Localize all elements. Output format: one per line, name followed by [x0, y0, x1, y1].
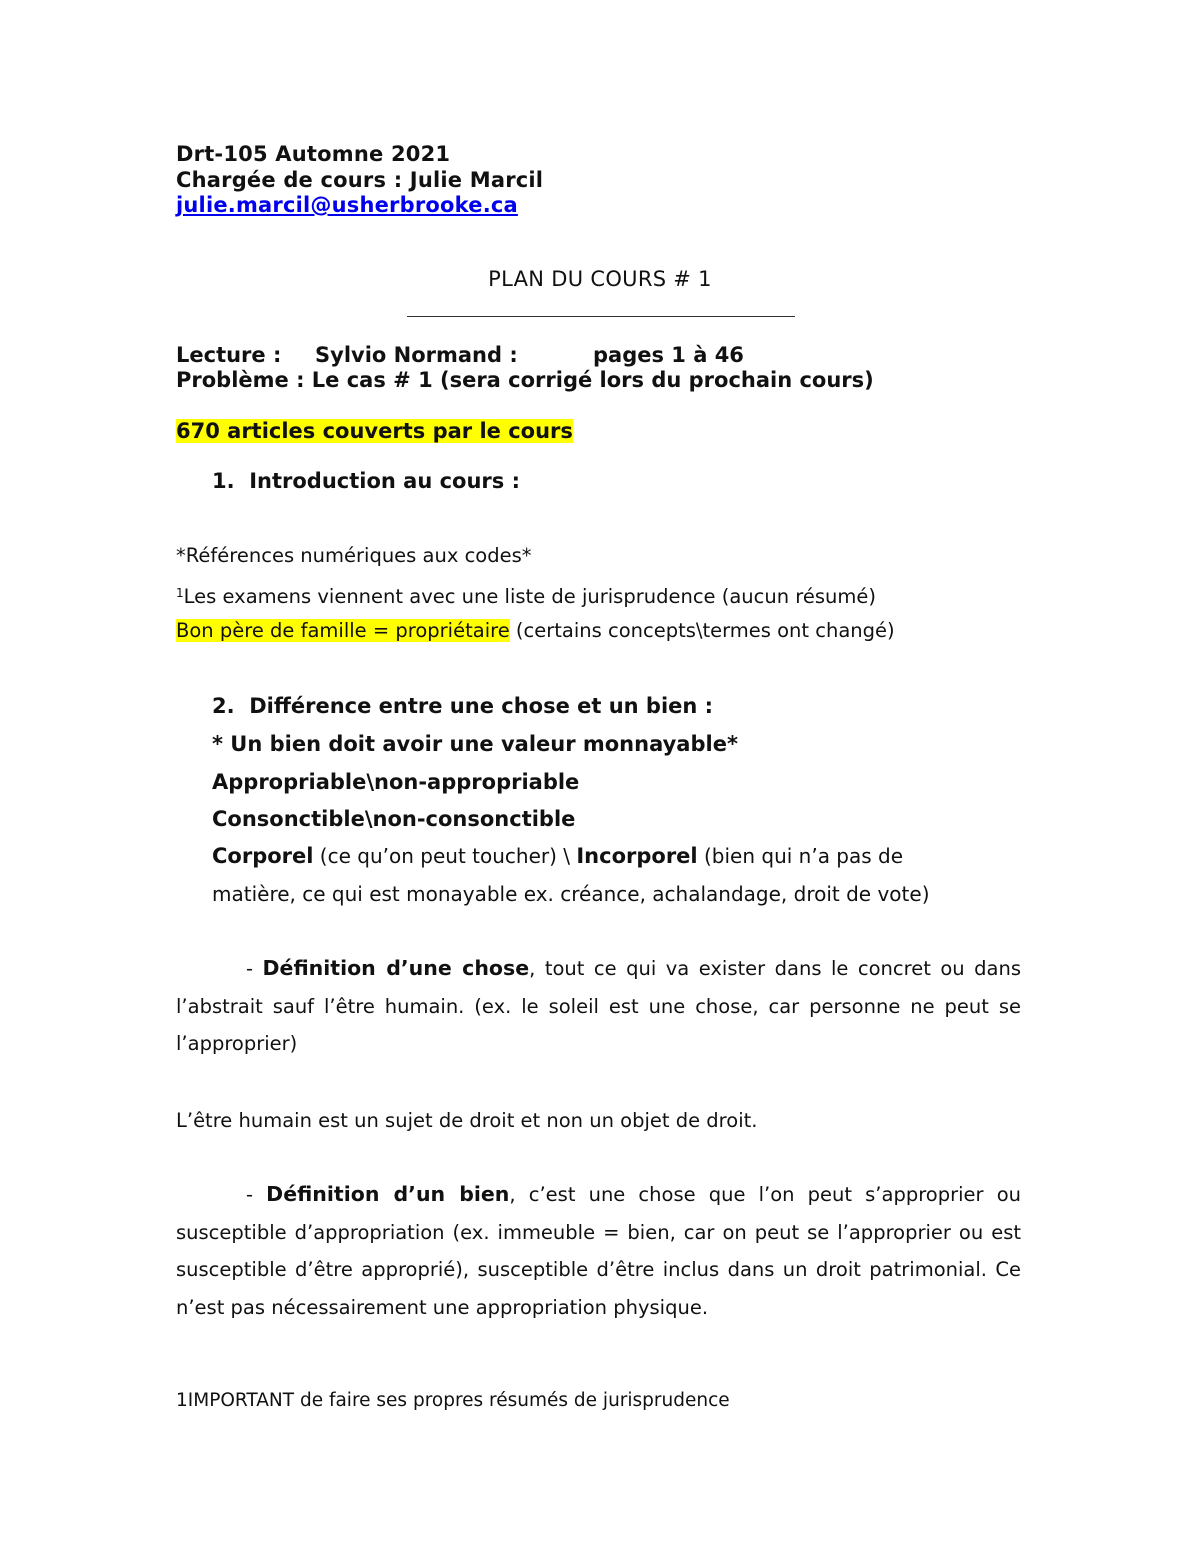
section-2-line-2: Appropriable\non-appropriable [212, 770, 580, 794]
section-2-line-3: Consonctible\non-consonctible [212, 807, 576, 831]
lecturer-line: Chargée de cours : Julie Marcil [176, 168, 544, 192]
corporel-line [212, 844, 903, 868]
section-2-heading [212, 693, 713, 719]
def-bien-text: , c’est une chose que l’on peut s’approprier ou susceptible d’appropriation (ex. immeuble = bien, car on peut se l’approprier ou est susceptible d’être approprié), susceptible d’être inclus dans un droit patrimonial. Ce n’est pas nécessairement une appropriation physique. [176, 1183, 1021, 1319]
incorporel-term: Incorporel [576, 844, 698, 868]
corporel-desc: (ce qu’on peut toucher) \ [313, 844, 577, 868]
bon-pere-highlight: Bon père de famille = propriétaire [176, 619, 510, 642]
reading-pages: pages 1 à 46 [593, 343, 744, 367]
reading-author: Sylvio Normand : [315, 343, 518, 367]
section-1-number: 1. [212, 469, 235, 493]
references-note: *Références numériques aux codes* [176, 544, 532, 567]
corporel-term: Corporel [212, 844, 314, 868]
def-chose-term: Définition d’une chose [262, 956, 530, 980]
def-chose-text: , tout ce qui va exister dans le concret ou dans l’abstrait sauf l’être humain. (ex. le soleil est une chose, car personne ne peut se l’approprier) [176, 957, 1021, 1056]
incorporel-desc: (bien qui n’a pas de [697, 844, 904, 868]
def-bien-term: Définition d’un bien [266, 1182, 510, 1206]
definition-bien [176, 1176, 1021, 1326]
articles-highlight [176, 418, 573, 444]
section-2-title: Différence entre une chose et un bien : [249, 694, 714, 718]
definition-chose [176, 950, 1021, 1063]
bon-pere-line [176, 619, 895, 643]
title-divider [407, 316, 795, 317]
footnote: 1IMPORTANT de faire ses propres résumés de jurisprudence [176, 1390, 730, 1411]
problem-line: Problème : Le cas # 1 (sera corrigé lors du prochain cours) [176, 368, 874, 392]
footnote-marker[interactable]: 1 [176, 586, 184, 600]
reading-label: Lecture : [176, 343, 282, 367]
section-1-title: Introduction au cours : [249, 469, 520, 493]
email-link[interactable]: julie.marcil@usherbrooke.ca [176, 193, 518, 217]
page-title: PLAN DU COURS # 1 [488, 267, 712, 291]
def-bien-dash: - [246, 1183, 267, 1206]
def-chose-dash: - [246, 957, 263, 980]
bon-pere-note: (certains concepts\termes ont changé) [509, 619, 895, 642]
exams-note [176, 581, 876, 609]
incorporel-line-2: matière, ce qui est monayable ex. créance, achalandage, droit de vote) [212, 882, 930, 906]
human-note: L’être humain est un sujet de droit et non un objet de droit. [176, 1109, 758, 1132]
section-2-line-1: * Un bien doit avoir une valeur monnayable* [212, 732, 738, 756]
exams-text: Les examens viennent avec une liste de jurisprudence (aucun résumé) [183, 585, 877, 608]
section-2-number: 2. [212, 694, 235, 718]
section-1-heading [212, 468, 520, 494]
course-code: Drt-105 Automne 2021 [176, 142, 451, 166]
highlight-text: 670 articles couverts par le cours [176, 419, 573, 443]
